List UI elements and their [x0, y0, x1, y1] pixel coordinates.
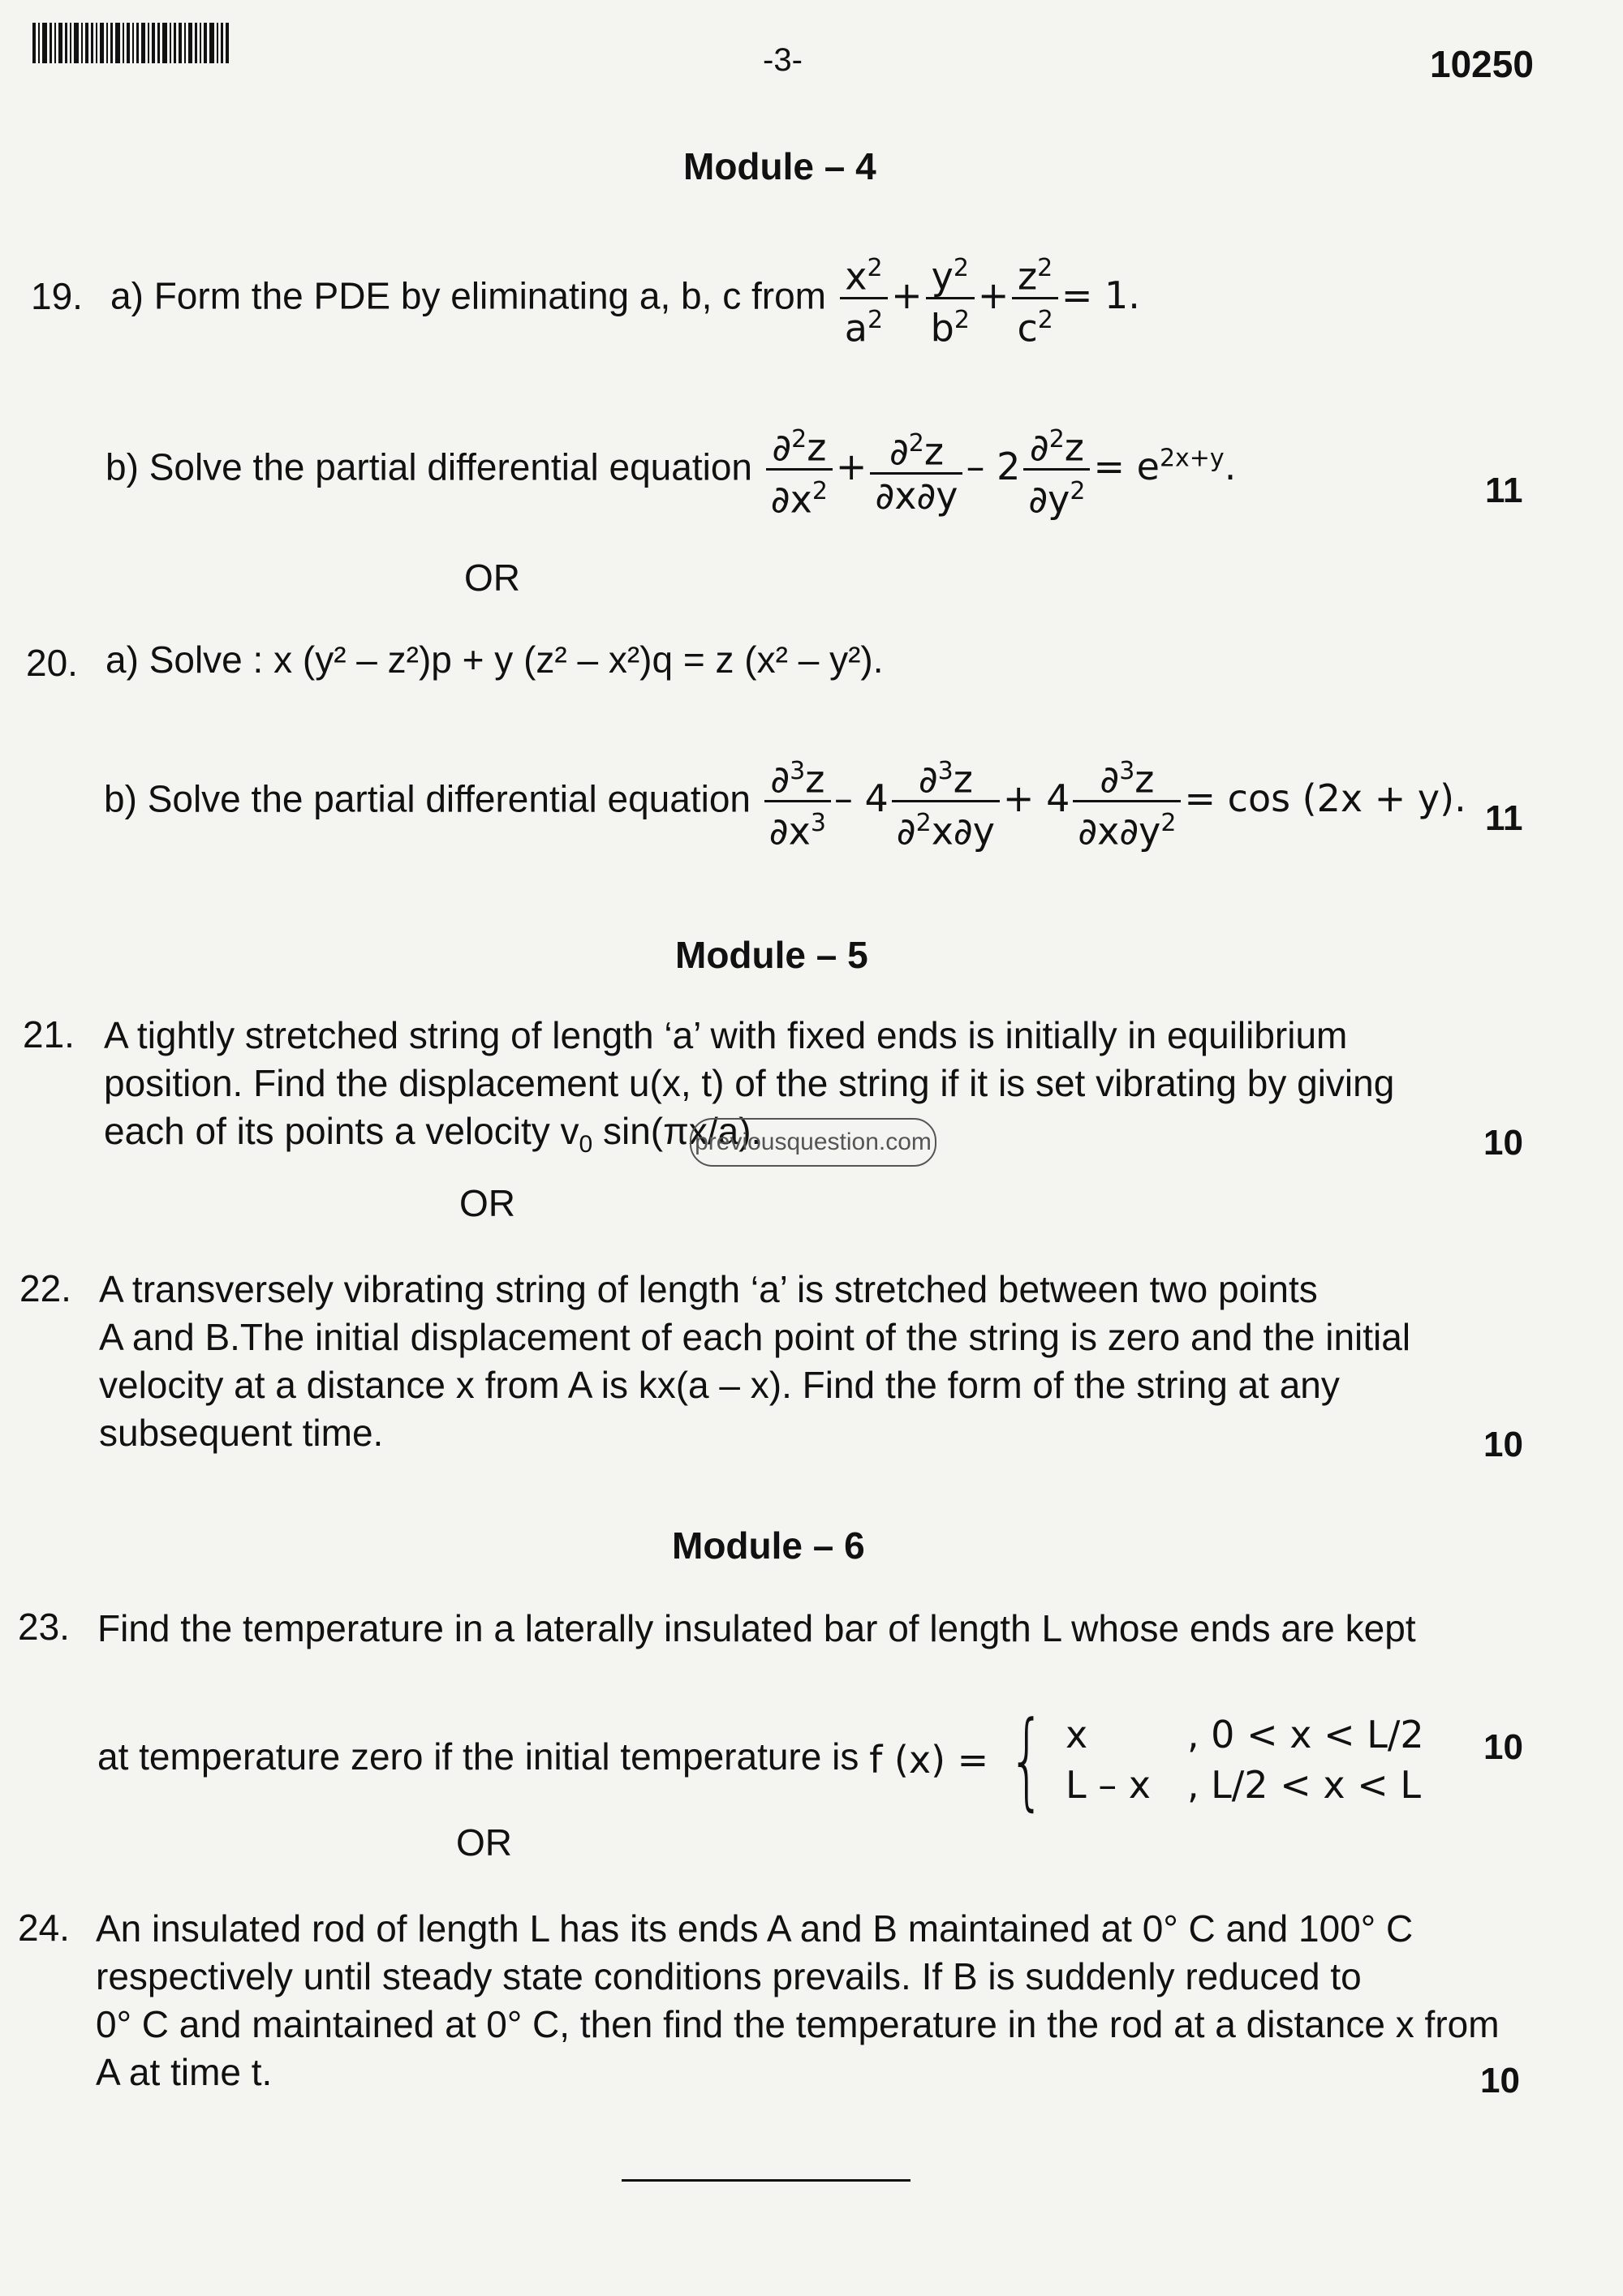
module-6-heading: Module – 6 [672, 1524, 865, 1567]
q21-line-1: A tightly stretched string of length ‘a’ with fixed ends is initially in equilibrium [104, 1014, 1348, 1056]
q19b-label: b) [105, 445, 139, 488]
q21-line-3: each of its points a velocity $v_0$ sin(πx/a). [104, 1110, 762, 1159]
q23-marks: 10 [1483, 1727, 1523, 1767]
watermark-stamp: previousquestion.com [690, 1118, 936, 1167]
q24-marks: 10 [1480, 2061, 1520, 2100]
or-separator: OR [456, 1821, 512, 1864]
module-4-heading: Module – 4 [683, 145, 876, 187]
q22-line-2: A and B.The initial displacement of each point of the string is zero and the initial [99, 1316, 1411, 1358]
q22-line-4: subsequent time. [99, 1412, 384, 1454]
question-23-number: 23. [18, 1606, 70, 1648]
q20-marks: 11 [1485, 798, 1523, 838]
or-separator: OR [459, 1182, 515, 1224]
question-20-number: 20. [26, 642, 78, 684]
q19a-text: Form the PDE by eliminating a, b, c from [153, 274, 826, 317]
end-rule [622, 2179, 911, 2182]
q21-line-2: position. Find the displacement u(x, t) of the string if it is set vibrating by giving [104, 1062, 1395, 1104]
question-19-number: 19. [31, 275, 83, 317]
q24-line-3: 0° C and maintained at 0° C, then find the temperature in the rod at a distance x from [96, 2003, 1500, 2045]
question-19a [110, 247, 1140, 350]
q20b-label: b) [104, 777, 137, 820]
question-20a [105, 635, 883, 684]
question-22-number: 22. [19, 1267, 71, 1309]
question-22-text [99, 1266, 1552, 1457]
question-19b [105, 419, 1236, 521]
q22-line-1: A transversely vibrating string of length ‘a’ is stretched between two points [99, 1268, 1318, 1310]
q23-line-1: Find the temperature in a laterally insulated bar of length L whose ends are kept [97, 1607, 1416, 1649]
q22-line-3: velocity at a distance x from A is kx(a – x). Find the form of the string at any [99, 1364, 1340, 1406]
module-5-heading: Module – 5 [675, 934, 868, 976]
q20b-equation: $\frac{\partial^3z}{\partial x^3}$ – 4 $\frac{\partial^3z}{\partial^2x\partial y}$ + 4 $\frac{\partial^3z}{\partial x\partial y^2}$ = cos (2x + y). [761, 776, 1466, 820]
q19b-equation: $\frac{\partial^2z}{\partial x^2}$ + $\frac{\partial^2z}{\partial x\partial y}$ – 2 $\frac{\partial^2z}{\partial y^2}$ = $e^{2x+y}$. [763, 445, 1237, 488]
q19a-label: a) [110, 274, 144, 317]
page-number: -3- [763, 42, 803, 78]
q23-line-2: at temperature zero if the initial temperature is f (x) = { x , 0 < x < L/2 L – x , L/2 < x < L [97, 1698, 1424, 1821]
q22-marks: 10 [1483, 1425, 1523, 1464]
question-24-text [96, 1905, 1548, 2096]
q24-line-1: An insulated rod of length L has its ends A and B maintained at 0° C and 100° C [96, 1907, 1414, 1950]
q24-line-2: respectively until steady state conditions prevails. If B is suddenly reduced to [96, 1955, 1362, 1997]
q20a-text: Solve : x (y² – z²)p + y (z² – x²)q = z (x² – y²). [149, 638, 884, 681]
q20b-text: Solve the partial differential equation [147, 777, 751, 820]
question-21-number: 21. [23, 1013, 75, 1056]
q24-line-4: A at time t. [96, 2051, 273, 2093]
paper-code: 10250 [1430, 43, 1534, 85]
question-20b [104, 750, 1466, 853]
q23-piecewise-function: f (x) = { x , 0 < x < L/2 L – x , L/2 < x < L [869, 1698, 1424, 1821]
question-24-number: 24. [18, 1907, 70, 1949]
q21-marks: 10 [1483, 1123, 1523, 1163]
q19a-equation: $\frac{x^2}{a^2}$ + $\frac{y^2}{b^2}$ + $\frac{z^2}{c^2}$ = 1. [837, 273, 1140, 317]
q20a-label: a) [105, 638, 139, 681]
q19-marks: 11 [1485, 471, 1523, 510]
or-separator: OR [464, 557, 520, 599]
barcode [32, 23, 273, 63]
q19b-text: Solve the partial differential equation [149, 445, 753, 488]
